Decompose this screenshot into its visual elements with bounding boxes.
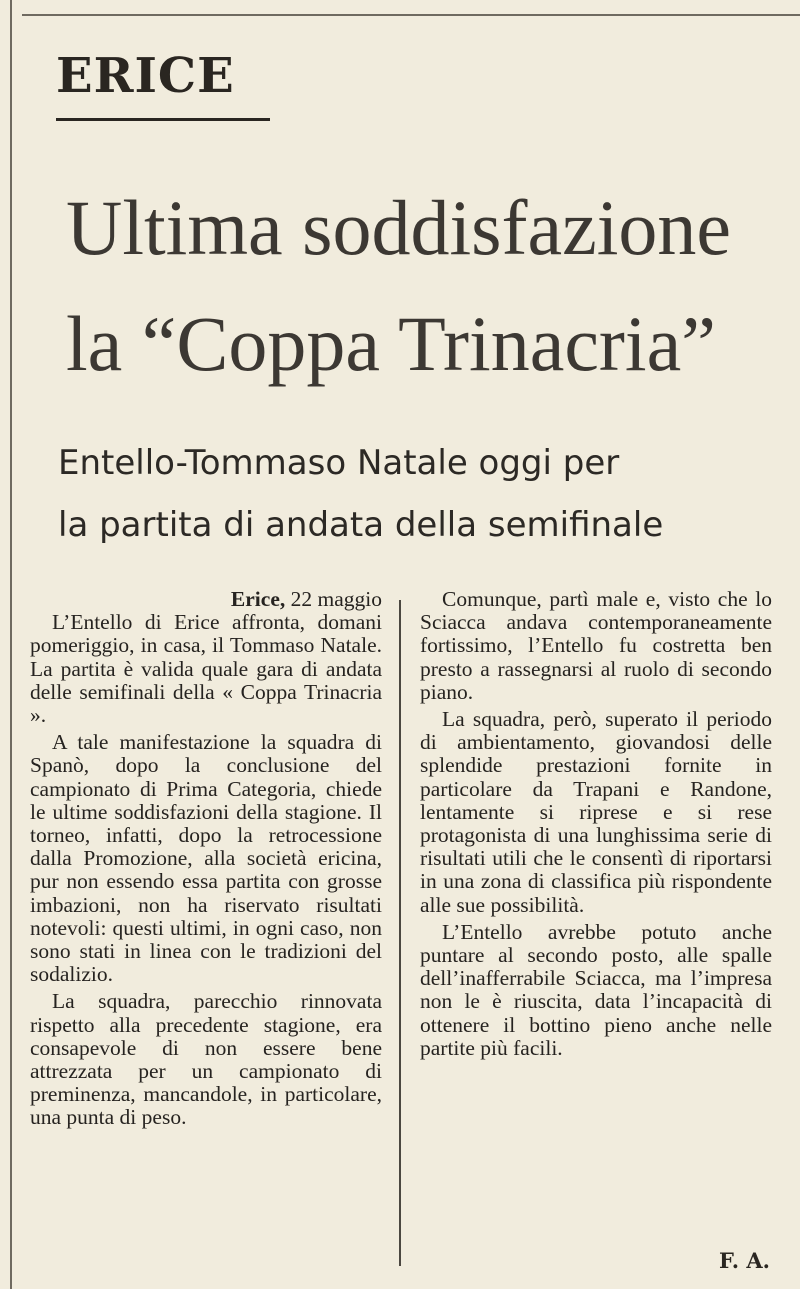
paragraph: La squadra, parecchio rinnovata rispetto alla precedente stagione, era consapevole di non essere bene attrezzata per un campionato di preminenza, mancandole, in particolare, una punta di peso. [30,989,382,1130]
headline [66,170,786,402]
section-heading: ERICE [56,48,235,104]
article-column-right [420,588,772,1064]
headline-line-1: Ultima soddisfazione [66,184,732,271]
headline-line-2: la “Coppa Trinacria” [66,300,716,387]
paragraph: L’Entello di Erice affronta, domani pomeriggio, in casa, il Tommaso Natale. La partita è valida quale gara di andata delle semifinali della « Coppa Trinacria ». [30,610,382,728]
page-top-border [22,14,800,16]
dateline [30,588,382,611]
column-divider [399,600,401,1266]
dateline-place: Erice, [230,587,286,611]
article-column-left [30,588,382,1134]
page-left-border [10,0,12,1289]
dateline-date: 22 maggio [290,587,382,611]
section-underline [56,118,270,121]
paragraph: Comunque, partì male e, visto che lo Sciacca andava contemporaneamente fortissimo, l’Entello fu costretta ben presto a rassegnarsi al ruolo di secondo piano. [420,587,772,704]
subheadline [58,432,778,556]
paragraph: A tale manifestazione la squadra di Spanò, dopo la conclusione del campionato di Prima Categoria, chiede le ultime soddisfazioni della stagione. Il torneo, infatti, dopo la retrocessione dalla Promozione, alla società ericina, pur non essendo essa partita con grosse imbazioni, non ha riservato risultati notevoli: questi ultimi, in ogni caso, non sono stati in linea con le tradizioni del sodalizio. [30,730,382,987]
subheadline-line-2: la partita di andata della semifinale [58,505,664,545]
subheadline-line-1: Entello-Tommaso Natale oggi per [58,443,620,483]
author-signature: F. A. [718,1248,770,1273]
paragraph: L’Entello avrebbe potuto anche puntare al secondo posto, alle spalle dell’inafferrabile Sciacca, ma l’impresa non le è riuscita, data l’incapacità di ottenere il bottino pieno anche nelle partite più facili. [420,919,772,1060]
paragraph: La squadra, però, superato il periodo di ambientamento, giovandosi delle splendide prestazioni fornite in particolare da Trapani e Randone, lentamente si riprese e si rese protagonista di una lunghissima serie di risultati utili che le consentì di riportarsi in una zona di classifica più rispondente alle sue possibilità. [420,707,772,917]
